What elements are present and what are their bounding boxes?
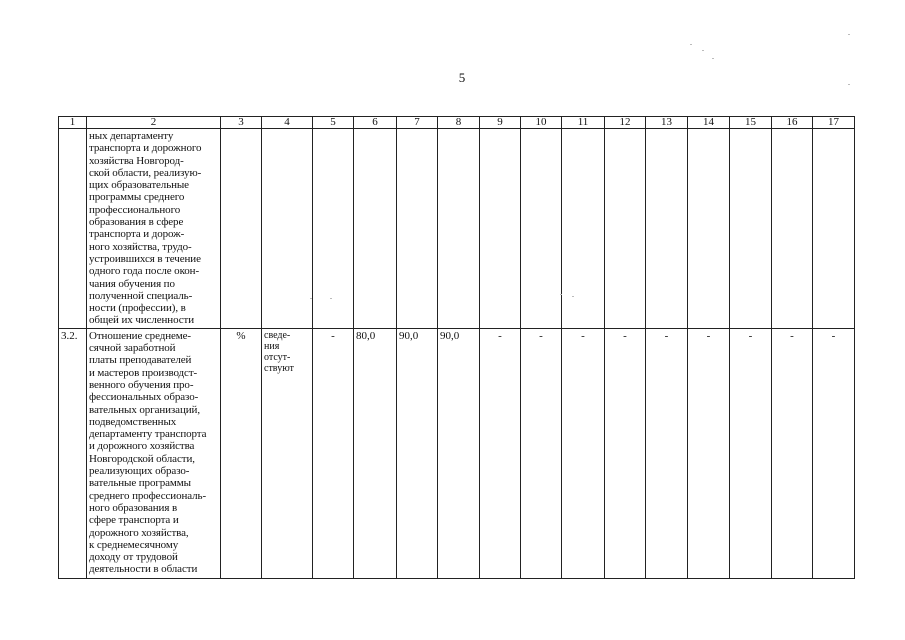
value-cell: - [521,328,562,578]
indicator-text: Отношение среднеме- сячной заработной платы преподавателей и мастеров производст- венного обучения про- фессиональных образо- вательных организаций, подведомственных департаменту транспорта и дорожного хозяйства Новгородской области, реализующих образо- вательные программы среднего профессиональ- ного образования в сфере транспорта и дорожного хозяйства, к среднемесячному доходу от трудовой деятельности в области [87,328,221,578]
column-header: 11 [562,117,605,129]
column-header: 7 [397,117,438,129]
value-cell [605,129,646,329]
column-header: 1 [59,117,87,129]
scan-speck [560,294,562,295]
table-row [59,328,855,578]
value-cell [730,129,772,329]
column-header: 16 [772,117,813,129]
value-cell: - [688,328,730,578]
unit-cell: % [221,328,262,578]
value-cell [354,129,397,329]
scan-speck [572,296,574,297]
value-cell: - [813,328,855,578]
value-cell [313,129,354,329]
scan-speck [310,298,312,299]
scan-speck [848,84,850,85]
value-cell: - [772,328,813,578]
value-cell [772,129,813,329]
indicators-table [58,116,855,579]
scan-speck [712,58,714,59]
value-cell [646,129,688,329]
page-number: 5 [458,70,466,85]
value-cell [397,129,438,329]
scan-speck [702,50,704,51]
value-cell: - [605,328,646,578]
column-header: 12 [605,117,646,129]
base-value-cell [262,129,313,329]
value-cell [562,129,605,329]
scan-speck [690,44,692,45]
value-cell: - [313,328,354,578]
column-header: 9 [480,117,521,129]
value-cell: - [562,328,605,578]
column-header: 10 [521,117,562,129]
value-cell: - [730,328,772,578]
table-row [59,129,855,329]
column-header: 8 [438,117,480,129]
value-cell: 90,0 [438,328,480,578]
scan-speck [848,34,850,35]
column-header: 15 [730,117,772,129]
column-header: 2 [87,117,221,129]
column-header: 13 [646,117,688,129]
value-cell: 80,0 [354,328,397,578]
value-cell [521,129,562,329]
column-header: 14 [688,117,730,129]
column-header: 5 [313,117,354,129]
value-cell [813,129,855,329]
column-header: 4 [262,117,313,129]
scan-speck [330,298,332,299]
column-number-row [59,117,855,129]
column-header: 3 [221,117,262,129]
row-number [59,129,87,329]
indicator-text: ных департаменту транспорта и дорожного хозяйства Новгород- ской области, реализую- щих образовательные программы среднего профессионального образования в сфере транспорта и дорож- ного хозяйства, трудо- устроившихся в течение одного года после окон- чания обучения по полученной специаль- ности (профессии), в общей их численности [87,129,221,329]
value-cell [688,129,730,329]
row-number: 3.2. [59,328,87,578]
column-header: 17 [813,117,855,129]
value-cell: - [480,328,521,578]
value-cell [438,129,480,329]
value-cell: 90,0 [397,328,438,578]
value-cell [480,129,521,329]
unit-cell [221,129,262,329]
base-value-cell: сведе- ния отсут- ствуют [262,328,313,578]
value-cell: - [646,328,688,578]
column-header: 6 [354,117,397,129]
